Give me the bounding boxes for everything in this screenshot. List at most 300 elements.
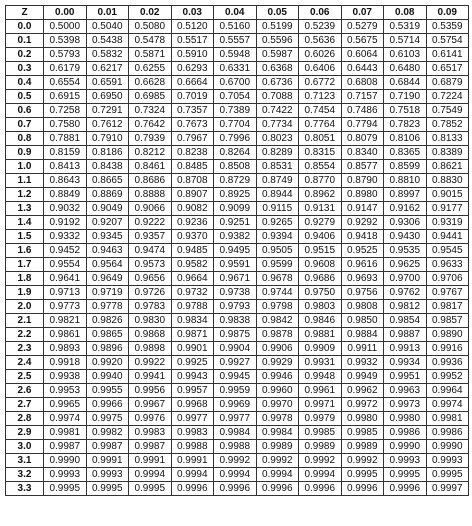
probability-cell: 0.6480 xyxy=(384,62,427,76)
probability-cell: 0.9591 xyxy=(214,258,257,272)
probability-cell: 0.9925 xyxy=(171,356,214,370)
probability-cell: 0.8708 xyxy=(171,174,214,188)
probability-cell: 0.9956 xyxy=(129,384,172,398)
probability-cell: 0.9778 xyxy=(86,300,129,314)
probability-cell: 0.9996 xyxy=(341,482,384,496)
probability-cell: 0.9452 xyxy=(44,244,87,258)
probability-cell: 0.8810 xyxy=(384,174,427,188)
probability-cell: 0.8749 xyxy=(256,174,299,188)
row-z-label: 2.4 xyxy=(6,356,44,370)
probability-cell: 0.9830 xyxy=(129,314,172,328)
probability-cell: 0.9706 xyxy=(426,272,469,286)
probability-cell: 0.7157 xyxy=(341,90,384,104)
table-row xyxy=(6,356,469,370)
row-z-label: 0.7 xyxy=(6,118,44,132)
probability-cell: 0.7967 xyxy=(171,132,214,146)
probability-cell: 0.9545 xyxy=(426,244,469,258)
probability-cell: 0.9463 xyxy=(86,244,129,258)
probability-cell: 0.9960 xyxy=(256,384,299,398)
probability-cell: 0.9049 xyxy=(86,202,129,216)
row-z-label: 2.7 xyxy=(6,398,44,412)
probability-cell: 0.9884 xyxy=(341,328,384,342)
header-col: 0.02 xyxy=(129,6,172,20)
header-col: 0.06 xyxy=(299,6,342,20)
table-row xyxy=(6,426,469,440)
probability-cell: 0.9992 xyxy=(256,454,299,468)
probability-cell: 0.9936 xyxy=(426,356,469,370)
probability-cell: 0.9798 xyxy=(256,300,299,314)
probability-cell: 0.9370 xyxy=(171,230,214,244)
probability-cell: 0.9990 xyxy=(44,454,87,468)
probability-cell: 0.9762 xyxy=(384,286,427,300)
probability-cell: 0.7764 xyxy=(299,118,342,132)
probability-cell: 0.8729 xyxy=(214,174,257,188)
table-row xyxy=(6,328,469,342)
probability-cell: 0.6554 xyxy=(44,76,87,90)
probability-cell: 0.9564 xyxy=(86,258,129,272)
probability-cell: 0.9996 xyxy=(299,482,342,496)
probability-cell: 0.9927 xyxy=(214,356,257,370)
probability-cell: 0.9996 xyxy=(256,482,299,496)
probability-cell: 0.5517 xyxy=(171,34,214,48)
probability-cell: 0.7389 xyxy=(214,104,257,118)
row-z-label: 1.4 xyxy=(6,216,44,230)
row-z-label: 1.8 xyxy=(6,272,44,286)
probability-cell: 0.9992 xyxy=(341,454,384,468)
probability-cell: 0.8621 xyxy=(426,160,469,174)
probability-cell: 0.9989 xyxy=(256,440,299,454)
header-col: 0.09 xyxy=(426,6,469,20)
header-col: 0.01 xyxy=(86,6,129,20)
probability-cell: 0.8925 xyxy=(214,188,257,202)
probability-cell: 0.9979 xyxy=(299,412,342,426)
probability-cell: 0.9099 xyxy=(214,202,257,216)
probability-cell: 0.9904 xyxy=(214,342,257,356)
row-z-label: 0.2 xyxy=(6,48,44,62)
probability-cell: 0.5987 xyxy=(256,48,299,62)
probability-cell: 0.6879 xyxy=(426,76,469,90)
probability-cell: 0.5478 xyxy=(129,34,172,48)
header-z: Z xyxy=(6,6,44,20)
row-z-label: 1.6 xyxy=(6,244,44,258)
probability-cell: 0.8790 xyxy=(341,174,384,188)
probability-cell: 0.5438 xyxy=(86,34,129,48)
row-z-label: 1.7 xyxy=(6,258,44,272)
row-z-label: 1.2 xyxy=(6,188,44,202)
table-row xyxy=(6,174,469,188)
probability-cell: 0.9279 xyxy=(299,216,342,230)
probability-cell: 0.9147 xyxy=(341,202,384,216)
probability-cell: 0.9131 xyxy=(299,202,342,216)
table-row xyxy=(6,104,469,118)
table-row xyxy=(6,90,469,104)
probability-cell: 0.8159 xyxy=(44,146,87,160)
probability-cell: 0.9994 xyxy=(129,468,172,482)
probability-cell: 0.9994 xyxy=(299,468,342,482)
probability-cell: 0.9236 xyxy=(171,216,214,230)
probability-cell: 0.8438 xyxy=(86,160,129,174)
probability-cell: 0.6985 xyxy=(129,90,172,104)
table-row xyxy=(6,482,469,496)
probability-cell: 0.9495 xyxy=(214,244,257,258)
probability-cell: 0.7291 xyxy=(86,104,129,118)
probability-cell: 0.6141 xyxy=(426,48,469,62)
probability-cell: 0.9756 xyxy=(341,286,384,300)
probability-cell: 0.9394 xyxy=(256,230,299,244)
probability-cell: 0.9920 xyxy=(86,356,129,370)
probability-cell: 0.9773 xyxy=(44,300,87,314)
probability-cell: 0.9961 xyxy=(299,384,342,398)
probability-cell: 0.8485 xyxy=(171,160,214,174)
probability-cell: 0.9959 xyxy=(214,384,257,398)
probability-cell: 0.9945 xyxy=(214,370,257,384)
probability-cell: 0.9992 xyxy=(214,454,257,468)
probability-cell: 0.9726 xyxy=(129,286,172,300)
probability-cell: 0.6026 xyxy=(299,48,342,62)
probability-cell: 0.8849 xyxy=(44,188,87,202)
probability-cell: 0.9918 xyxy=(44,356,87,370)
probability-cell: 0.9678 xyxy=(256,272,299,286)
probability-cell: 0.9995 xyxy=(426,468,469,482)
probability-cell: 0.9980 xyxy=(384,412,427,426)
row-z-label: 2.5 xyxy=(6,370,44,384)
probability-cell: 0.9865 xyxy=(86,328,129,342)
probability-cell: 0.9406 xyxy=(299,230,342,244)
table-row xyxy=(6,216,469,230)
probability-cell: 0.9965 xyxy=(44,398,87,412)
probability-cell: 0.9991 xyxy=(129,454,172,468)
probability-cell: 0.8133 xyxy=(426,132,469,146)
probability-cell: 0.9949 xyxy=(341,370,384,384)
probability-cell: 0.5359 xyxy=(426,20,469,34)
probability-cell: 0.5948 xyxy=(214,48,257,62)
probability-cell: 0.7939 xyxy=(129,132,172,146)
table-row xyxy=(6,188,469,202)
header-col: 0.03 xyxy=(171,6,214,20)
row-z-label: 2.3 xyxy=(6,342,44,356)
table-row xyxy=(6,342,469,356)
probability-cell: 0.9898 xyxy=(129,342,172,356)
table-row xyxy=(6,230,469,244)
probability-cell: 0.9995 xyxy=(384,468,427,482)
probability-cell: 0.9474 xyxy=(129,244,172,258)
row-z-label: 0.6 xyxy=(6,104,44,118)
row-z-label: 0.0 xyxy=(6,20,44,34)
probability-cell: 0.9817 xyxy=(426,300,469,314)
probability-cell: 0.5120 xyxy=(171,20,214,34)
probability-cell: 0.9962 xyxy=(341,384,384,398)
probability-cell: 0.9664 xyxy=(171,272,214,286)
probability-cell: 0.8599 xyxy=(384,160,427,174)
probability-cell: 0.7422 xyxy=(256,104,299,118)
probability-cell: 0.9485 xyxy=(171,244,214,258)
probability-cell: 0.9996 xyxy=(214,482,257,496)
row-z-label: 2.6 xyxy=(6,384,44,398)
probability-cell: 0.9981 xyxy=(44,426,87,440)
probability-cell: 0.6103 xyxy=(384,48,427,62)
probability-cell: 0.9821 xyxy=(44,314,87,328)
probability-cell: 0.8577 xyxy=(341,160,384,174)
row-z-label: 1.3 xyxy=(6,202,44,216)
probability-cell: 0.6293 xyxy=(171,62,214,76)
probability-cell: 0.9975 xyxy=(86,412,129,426)
probability-cell: 0.9977 xyxy=(214,412,257,426)
probability-cell: 0.8461 xyxy=(129,160,172,174)
probability-cell: 0.9993 xyxy=(426,454,469,468)
row-z-label: 0.4 xyxy=(6,76,44,90)
probability-cell: 0.7852 xyxy=(426,118,469,132)
probability-cell: 0.9986 xyxy=(426,426,469,440)
probability-cell: 0.9991 xyxy=(171,454,214,468)
probability-cell: 0.9656 xyxy=(129,272,172,286)
table-row xyxy=(6,384,469,398)
row-z-label: 2.0 xyxy=(6,300,44,314)
probability-cell: 0.9793 xyxy=(214,300,257,314)
probability-cell: 0.9985 xyxy=(341,426,384,440)
table-row xyxy=(6,440,469,454)
probability-cell: 0.8238 xyxy=(171,146,214,160)
probability-cell: 0.7258 xyxy=(44,104,87,118)
probability-cell: 0.9973 xyxy=(384,398,427,412)
probability-cell: 0.7357 xyxy=(171,104,214,118)
probability-cell: 0.9953 xyxy=(44,384,87,398)
probability-cell: 0.9995 xyxy=(341,468,384,482)
probability-cell: 0.9854 xyxy=(384,314,427,328)
row-z-label: 3.3 xyxy=(6,482,44,496)
probability-cell: 0.9382 xyxy=(214,230,257,244)
probability-cell: 0.9957 xyxy=(171,384,214,398)
probability-cell: 0.8830 xyxy=(426,174,469,188)
table-row xyxy=(6,146,469,160)
probability-cell: 0.6179 xyxy=(44,62,87,76)
probability-cell: 0.9941 xyxy=(129,370,172,384)
probability-cell: 0.9982 xyxy=(86,426,129,440)
probability-cell: 0.9916 xyxy=(426,342,469,356)
probability-cell: 0.9984 xyxy=(256,426,299,440)
probability-cell: 0.9976 xyxy=(129,412,172,426)
probability-cell: 0.9319 xyxy=(426,216,469,230)
probability-cell: 0.8413 xyxy=(44,160,87,174)
probability-cell: 0.5080 xyxy=(129,20,172,34)
probability-cell: 0.9994 xyxy=(171,468,214,482)
probability-cell: 0.6368 xyxy=(256,62,299,76)
table-row xyxy=(6,20,469,34)
probability-cell: 0.9988 xyxy=(171,440,214,454)
table-row xyxy=(6,62,469,76)
probability-cell: 0.5160 xyxy=(214,20,257,34)
probability-cell: 0.9032 xyxy=(44,202,87,216)
probability-cell: 0.9846 xyxy=(299,314,342,328)
probability-cell: 0.6915 xyxy=(44,90,87,104)
row-z-label: 0.1 xyxy=(6,34,44,48)
probability-cell: 0.5636 xyxy=(299,34,342,48)
table-row xyxy=(6,272,469,286)
probability-cell: 0.7673 xyxy=(171,118,214,132)
probability-cell: 0.6736 xyxy=(256,76,299,90)
table-body xyxy=(6,20,469,496)
probability-cell: 0.9525 xyxy=(341,244,384,258)
probability-cell: 0.9788 xyxy=(171,300,214,314)
probability-cell: 0.9969 xyxy=(214,398,257,412)
probability-cell: 0.9838 xyxy=(214,314,257,328)
table-row xyxy=(6,76,469,90)
probability-cell: 0.8907 xyxy=(171,188,214,202)
probability-cell: 0.6844 xyxy=(384,76,427,90)
probability-cell: 0.7823 xyxy=(384,118,427,132)
probability-cell: 0.9306 xyxy=(384,216,427,230)
probability-cell: 0.9616 xyxy=(341,258,384,272)
probability-cell: 0.8079 xyxy=(341,132,384,146)
probability-cell: 0.7580 xyxy=(44,118,87,132)
probability-cell: 0.5910 xyxy=(171,48,214,62)
probability-cell: 0.8340 xyxy=(341,146,384,160)
probability-cell: 0.9812 xyxy=(384,300,427,314)
probability-cell: 0.9441 xyxy=(426,230,469,244)
row-z-label: 0.9 xyxy=(6,146,44,160)
probability-cell: 0.9750 xyxy=(299,286,342,300)
probability-cell: 0.8389 xyxy=(426,146,469,160)
probability-cell: 0.9633 xyxy=(426,258,469,272)
probability-cell: 0.9966 xyxy=(86,398,129,412)
probability-cell: 0.8051 xyxy=(299,132,342,146)
probability-cell: 0.6664 xyxy=(171,76,214,90)
probability-cell: 0.9719 xyxy=(86,286,129,300)
probability-cell: 0.9974 xyxy=(426,398,469,412)
probability-cell: 0.9948 xyxy=(299,370,342,384)
probability-cell: 0.9932 xyxy=(341,356,384,370)
probability-cell: 0.7486 xyxy=(341,104,384,118)
probability-cell: 0.5871 xyxy=(129,48,172,62)
probability-cell: 0.9990 xyxy=(426,440,469,454)
probability-cell: 0.9700 xyxy=(384,272,427,286)
row-z-label: 3.0 xyxy=(6,440,44,454)
probability-cell: 0.9987 xyxy=(86,440,129,454)
probability-cell: 0.6591 xyxy=(86,76,129,90)
probability-cell: 0.9896 xyxy=(86,342,129,356)
row-z-label: 1.1 xyxy=(6,174,44,188)
row-z-label: 1.9 xyxy=(6,286,44,300)
probability-cell: 0.9826 xyxy=(86,314,129,328)
probability-cell: 0.5239 xyxy=(299,20,342,34)
probability-cell: 0.9991 xyxy=(86,454,129,468)
probability-cell: 0.9997 xyxy=(426,482,469,496)
probability-cell: 0.9292 xyxy=(341,216,384,230)
probability-cell: 0.9992 xyxy=(299,454,342,468)
probability-cell: 0.7612 xyxy=(86,118,129,132)
probability-cell: 0.9162 xyxy=(384,202,427,216)
row-z-label: 2.2 xyxy=(6,328,44,342)
row-z-label: 1.5 xyxy=(6,230,44,244)
probability-cell: 0.9608 xyxy=(299,258,342,272)
probability-cell: 0.9993 xyxy=(86,468,129,482)
probability-cell: 0.8980 xyxy=(341,188,384,202)
probability-cell: 0.9599 xyxy=(256,258,299,272)
probability-cell: 0.9922 xyxy=(129,356,172,370)
probability-cell: 0.9990 xyxy=(384,440,427,454)
probability-cell: 0.8962 xyxy=(299,188,342,202)
probability-cell: 0.9418 xyxy=(341,230,384,244)
probability-cell: 0.8770 xyxy=(299,174,342,188)
probability-cell: 0.7704 xyxy=(214,118,257,132)
probability-cell: 0.5832 xyxy=(86,48,129,62)
probability-cell: 0.7794 xyxy=(341,118,384,132)
probability-cell: 0.9995 xyxy=(44,482,87,496)
row-z-label: 0.5 xyxy=(6,90,44,104)
row-z-label: 2.8 xyxy=(6,412,44,426)
table-row xyxy=(6,412,469,426)
probability-cell: 0.9535 xyxy=(384,244,427,258)
table-row xyxy=(6,286,469,300)
probability-cell: 0.9430 xyxy=(384,230,427,244)
table-row xyxy=(6,132,469,146)
probability-cell: 0.8186 xyxy=(86,146,129,160)
probability-cell: 0.9222 xyxy=(129,216,172,230)
row-z-label: 0.8 xyxy=(6,132,44,146)
probability-cell: 0.6443 xyxy=(341,62,384,76)
probability-cell: 0.9115 xyxy=(256,202,299,216)
probability-cell: 0.7881 xyxy=(44,132,87,146)
probability-cell: 0.9649 xyxy=(86,272,129,286)
table-row xyxy=(6,314,469,328)
probability-cell: 0.9357 xyxy=(129,230,172,244)
table-row xyxy=(6,118,469,132)
probability-cell: 0.9744 xyxy=(256,286,299,300)
row-z-label: 0.3 xyxy=(6,62,44,76)
probability-cell: 0.7054 xyxy=(214,90,257,104)
probability-cell: 0.6808 xyxy=(341,76,384,90)
probability-cell: 0.9972 xyxy=(341,398,384,412)
probability-cell: 0.8665 xyxy=(86,174,129,188)
probability-cell: 0.9974 xyxy=(44,412,87,426)
probability-cell: 0.9951 xyxy=(384,370,427,384)
probability-cell: 0.8888 xyxy=(129,188,172,202)
probability-cell: 0.9983 xyxy=(171,426,214,440)
probability-cell: 0.9177 xyxy=(426,202,469,216)
probability-cell: 0.9893 xyxy=(44,342,87,356)
probability-cell: 0.7642 xyxy=(129,118,172,132)
row-z-label: 2.1 xyxy=(6,314,44,328)
header-col: 0.00 xyxy=(44,6,87,20)
probability-cell: 0.6331 xyxy=(214,62,257,76)
probability-cell: 0.9890 xyxy=(426,328,469,342)
probability-cell: 0.9207 xyxy=(86,216,129,230)
probability-cell: 0.9738 xyxy=(214,286,257,300)
table-row xyxy=(6,454,469,468)
probability-cell: 0.5319 xyxy=(384,20,427,34)
probability-cell: 0.9931 xyxy=(299,356,342,370)
probability-cell: 0.9984 xyxy=(214,426,257,440)
probability-cell: 0.6406 xyxy=(299,62,342,76)
probability-cell: 0.9988 xyxy=(214,440,257,454)
probability-cell: 0.9554 xyxy=(44,258,87,272)
table-row xyxy=(6,468,469,482)
probability-cell: 0.7224 xyxy=(426,90,469,104)
probability-cell: 0.9989 xyxy=(341,440,384,454)
probability-cell: 0.6517 xyxy=(426,62,469,76)
probability-cell: 0.7734 xyxy=(256,118,299,132)
probability-cell: 0.7123 xyxy=(299,90,342,104)
probability-cell: 0.9968 xyxy=(171,398,214,412)
table-row xyxy=(6,160,469,174)
probability-cell: 0.6628 xyxy=(129,76,172,90)
probability-cell: 0.9803 xyxy=(299,300,342,314)
probability-cell: 0.9861 xyxy=(44,328,87,342)
table-row xyxy=(6,202,469,216)
probability-cell: 0.9993 xyxy=(384,454,427,468)
row-z-label: 1.0 xyxy=(6,160,44,174)
probability-cell: 0.9857 xyxy=(426,314,469,328)
probability-cell: 0.9943 xyxy=(171,370,214,384)
